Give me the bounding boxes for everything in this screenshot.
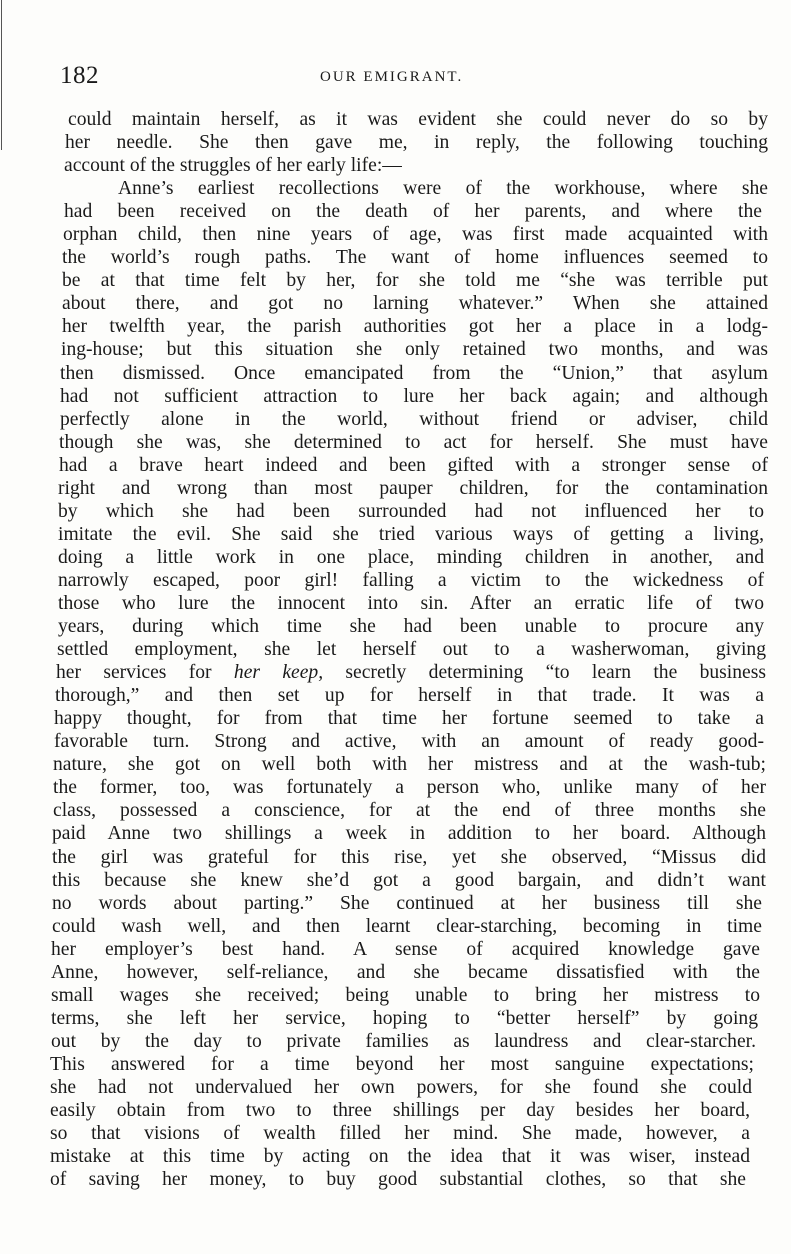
text-line: orphan child, then nine years of age, was first made acquainted with	[63, 224, 768, 246]
text-line: her employer’s best hand. A sense of acquired knowledge gave	[51, 938, 760, 960]
text-line: paid Anne two shillings a week in addition to her board. Although	[52, 823, 766, 845]
text-line: had been received on the death of her parents, and where the	[64, 201, 762, 223]
text-line: narrowly escaped, poor girl! falling a victim to the wickedness of	[58, 569, 764, 591]
text-line: then dismissed. Once emancipated from the “Union,” that asylum	[60, 362, 768, 384]
text-line: doing a little work in one place, minding children in another, and	[58, 546, 764, 568]
text-line: terms, she left her service, hoping to “better herself” by going	[51, 1007, 758, 1029]
page-number: 182	[60, 62, 99, 89]
text-line: perfectly alone in the world, without friend or adviser, child	[60, 408, 768, 430]
text-line: her twelfth year, the parish authorities got her a place in a lodg-	[62, 316, 768, 338]
text-line: though she was, she determined to act for herself. She must have	[59, 431, 768, 453]
text-line: small wages she received; being unable to bring her mistress to	[51, 984, 760, 1006]
text-line: this because she knew she’d got a good bargain, and didn’t want	[52, 869, 766, 891]
text-line-with-italic	[50, 661, 768, 684]
text-line: easily obtain from two to three shillings per day besides her board,	[50, 1100, 750, 1122]
text-line: could wash well, and then learnt clear-starching, becoming in time	[52, 915, 762, 937]
text-line: nature, she got on well both with her mistress and at the wash-tub;	[53, 754, 766, 776]
text-line: right and wrong than most pauper children, for the contamination	[58, 477, 768, 499]
text-line: Anne’s earliest recollections were of the workhouse, where she	[118, 178, 768, 200]
text-line: about there, and got no larning whatever.” When she attained	[62, 293, 768, 315]
text-line: had a brave heart indeed and been gifted with a stronger sense of	[59, 454, 768, 476]
text-line: years, during which time she had been unable to procure any	[58, 616, 764, 638]
italic-phrase: her keep,	[233, 662, 324, 684]
text-line: imitate the evil. She said she tried various ways of getting a living,	[58, 523, 764, 545]
text-line: account of the struggles of her early life:—	[64, 155, 402, 177]
text-line: favorable turn. Strong and active, with an amount of ready good-	[54, 731, 764, 753]
text-line: the girl was grateful for this rise, yet she observed, “Missus did	[52, 846, 766, 868]
text-line: the world’s rough paths. The want of home influences seemed to	[62, 247, 768, 269]
text-line: her needle. She then gave me, in reply, the following touching	[65, 132, 768, 154]
text-fragment: her services for	[56, 662, 234, 684]
text-line: so that visions of wealth filled her mind. She made, however, a	[50, 1123, 750, 1145]
text-line: Anne, however, self-reliance, and she became dissatisfied with the	[51, 961, 760, 983]
body-text	[50, 108, 768, 1191]
text-line: settled employment, she let herself out to a washerwoman, giving	[57, 639, 766, 661]
text-line: she had not undervalued her own powers, for she found she could	[50, 1076, 752, 1098]
text-line: had not sufficient attraction to lure her back again; and although	[60, 385, 768, 407]
text-line: be at that time felt by her, for she told me “she was terrible put	[62, 270, 768, 292]
page-edge-rule	[1, 0, 2, 150]
text-line: out by the day to private families as laundress and clear-starcher.	[51, 1030, 756, 1052]
text-line: mistake at this time by acting on the idea that it was wiser, instead	[50, 1146, 750, 1168]
text-line: the former, too, was fortunately a person who, unlike many of her	[53, 777, 766, 799]
page-header	[60, 62, 740, 92]
text-line: of saving her money, to buy good substantial clothes, so that she	[50, 1169, 746, 1191]
text-line: no words about parting.” She continued at her business till she	[52, 892, 762, 914]
text-line: could maintain herself, as it was evident she could never do so by	[68, 109, 768, 130]
text-line: thorough,” and then set up for herself in that trade. It was a	[55, 685, 764, 707]
text-line: by which she had been surrounded had not influenced her to	[58, 500, 764, 522]
text-line: those who lure the innocent into sin. After an erratic life of two	[58, 592, 764, 614]
running-head: OUR EMIGRANT.	[320, 69, 464, 85]
text-line: ing-house; but this situation she only retained two months, and was	[61, 339, 768, 361]
text-fragment: secretly determining “to learn the business	[323, 662, 766, 684]
text-line: happy thought, for from that time her fortune seemed to take a	[54, 708, 764, 730]
text-line: This answered for a time beyond her most sanguine expectations;	[50, 1053, 754, 1075]
text-line: class, possessed a conscience, for at the end of three months she	[53, 800, 766, 822]
